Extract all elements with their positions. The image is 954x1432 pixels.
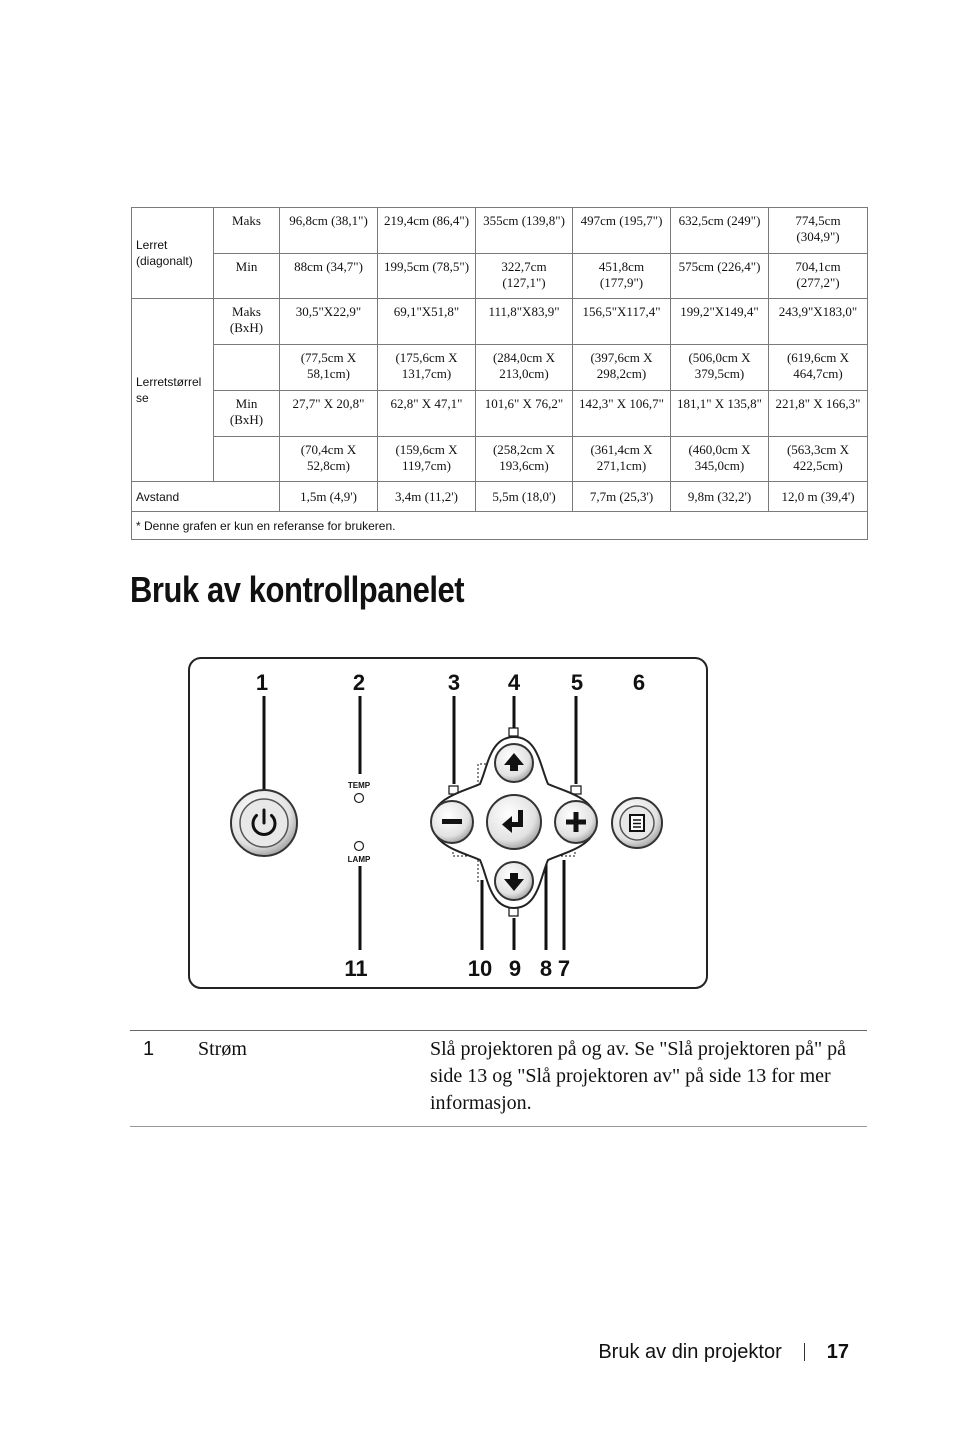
lamp-indicator [355, 842, 364, 851]
table-cell: 27,7" X 20,8" [280, 391, 378, 437]
table-cell: 156,5"X117,4" [573, 299, 671, 345]
plus-button[interactable] [555, 801, 597, 843]
callout-11: 11 [344, 956, 368, 981]
footer-divider [804, 1343, 805, 1361]
callout-2: 2 [352, 670, 366, 695]
table-cell: (70,4cm X 52,8cm) [280, 437, 378, 482]
down-button[interactable] [495, 862, 533, 900]
table-row [130, 1031, 867, 1127]
table-cell: 96,8cm (38,1") [280, 208, 378, 254]
power-button[interactable] [231, 790, 297, 856]
table-cell: 142,3" X 106,7" [573, 391, 671, 437]
table-cell: 632,5cm (249") [671, 208, 769, 254]
temp-label: TEMP [347, 781, 371, 790]
projection-spec-table [131, 207, 868, 540]
lamp-label: LAMP [347, 855, 371, 864]
table-cell: 497cm (195,7") [573, 208, 671, 254]
table-cell: (77,5cm X 58,1cm) [280, 345, 378, 391]
table-cell: 101,6" X 76,2" [476, 391, 573, 437]
callout-4: 4 [507, 670, 521, 695]
table-note: * Denne grafen er kun en referanse for brukeren. [132, 512, 868, 540]
temp-indicator [355, 794, 364, 803]
table-cell: 111,8"X83,9" [476, 299, 573, 345]
table-cell: 9,8m (32,2') [671, 482, 769, 512]
table-cell: (460,0cm X 345,0cm) [671, 437, 769, 482]
table-cell: (619,6cm X 464,7cm) [769, 345, 868, 391]
table-cell: 30,5"X22,9" [280, 299, 378, 345]
footer-chapter: Bruk av din projektor [598, 1341, 782, 1363]
callout-10: 10 [467, 956, 493, 981]
table-cell: (563,3cm X 422,5cm) [769, 437, 868, 482]
table-cell: 181,1" X 135,8" [671, 391, 769, 437]
table-cell: (361,4cm X 271,1cm) [573, 437, 671, 482]
empty-cell [214, 345, 280, 391]
table-cell: 3,4m (11,2') [378, 482, 476, 512]
callout-8: 8 [539, 956, 553, 981]
max-label: Maks [214, 208, 280, 254]
table-cell: 575cm (226,4") [671, 254, 769, 299]
table-cell: (159,6cm X 119,7cm) [378, 437, 476, 482]
minus-button[interactable] [431, 801, 473, 843]
callout-6: 6 [632, 670, 646, 695]
table-cell: 5,5m (18,0') [476, 482, 573, 512]
max-bxh-label: Maks (BxH) [214, 299, 280, 345]
callout-3: 3 [447, 670, 461, 695]
table-cell: 704,1cm (277,2") [769, 254, 868, 299]
callout-5: 5 [570, 670, 584, 695]
table-cell: 69,1"X51,8" [378, 299, 476, 345]
enter-button[interactable] [487, 795, 541, 849]
table-cell: 62,8" X 47,1" [378, 391, 476, 437]
table-cell: (397,6cm X 298,2cm) [573, 345, 671, 391]
callout-1: 1 [255, 670, 269, 695]
table-cell: 199,5cm (78,5") [378, 254, 476, 299]
menu-button[interactable] [612, 798, 662, 848]
table-cell: 199,2"X149,4" [671, 299, 769, 345]
page-number: 17 [826, 1341, 849, 1363]
menu-icon [630, 815, 644, 831]
table-cell: 774,5cm (304,9") [769, 208, 868, 254]
distance-label: Avstand [132, 482, 280, 512]
table-cell: (258,2cm X 193,6cm) [476, 437, 573, 482]
table-cell: 243,9"X183,0" [769, 299, 868, 345]
minus-icon [442, 819, 462, 824]
button-description-table [130, 1030, 867, 1127]
table-cell: 219,4cm (86,4") [378, 208, 476, 254]
callout-9: 9 [508, 956, 522, 981]
table-cell: 322,7cm (127,1") [476, 254, 573, 299]
section-title: Bruk av kontrollpanelet [130, 569, 465, 610]
control-panel-figure [188, 656, 709, 992]
screen-diagonal-label: Lerret (diagonalt) [132, 208, 214, 299]
min-label: Min [214, 254, 280, 299]
item-name: Strøm [198, 1038, 247, 1060]
callout-7: 7 [557, 956, 571, 981]
table-cell: 1,5m (4,9') [280, 482, 378, 512]
table-cell: (284,0cm X 213,0cm) [476, 345, 573, 391]
table-cell: 355cm (139,8") [476, 208, 573, 254]
item-description: Slå projektoren på og av. Se "Slå projektoren på" på side 13 og "Slå projektoren av" på side 13 for mer informasjon. [430, 1038, 847, 1114]
table-cell: (175,6cm X 131,7cm) [378, 345, 476, 391]
min-bxh-label: Min (BxH) [214, 391, 280, 437]
table-cell: 88cm (34,7") [280, 254, 378, 299]
screen-size-label: Lerretstørrel se [132, 299, 214, 482]
item-number: 1 [143, 1038, 155, 1060]
table-cell: 451,8cm (177,9") [573, 254, 671, 299]
up-button[interactable] [495, 744, 533, 782]
page-footer [598, 1338, 849, 1366]
table-cell: (506,0cm X 379,5cm) [671, 345, 769, 391]
table-cell: 7,7m (25,3') [573, 482, 671, 512]
table-cell: 12,0 m (39,4') [769, 482, 868, 512]
empty-cell [214, 437, 280, 482]
table-cell: 221,8" X 166,3" [769, 391, 868, 437]
